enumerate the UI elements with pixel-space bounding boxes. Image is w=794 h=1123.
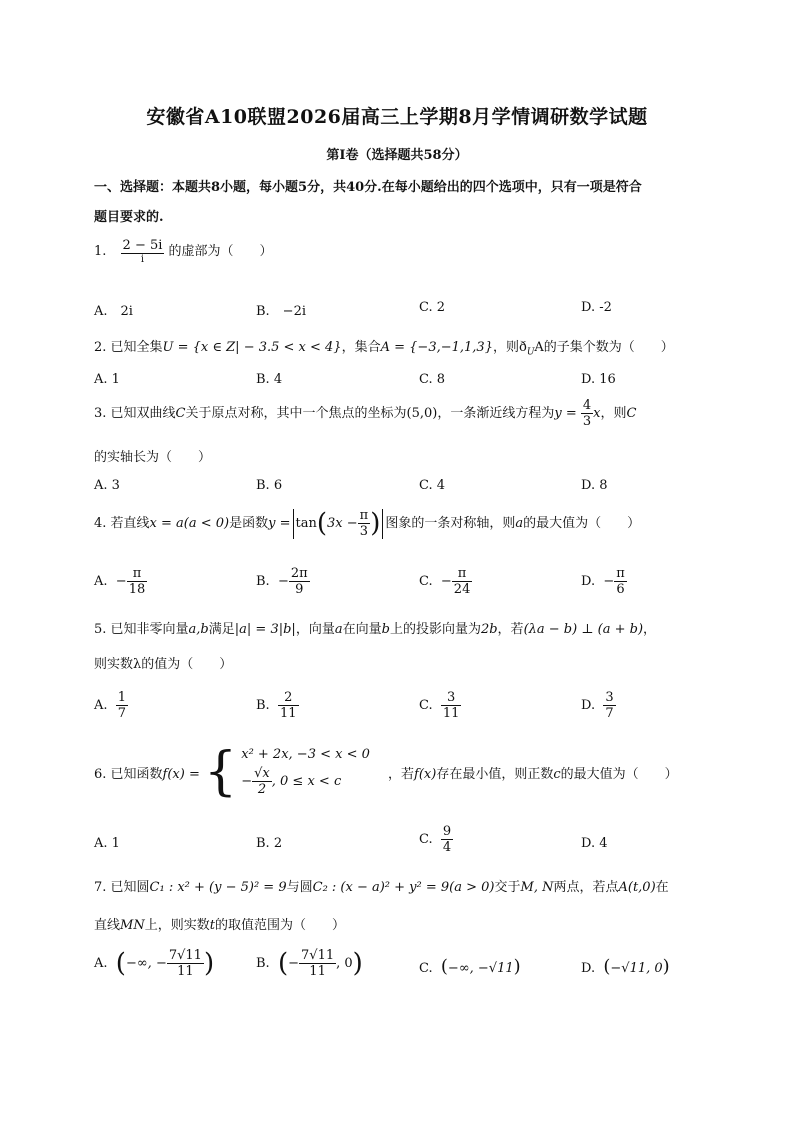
- q4-line-eq: x = a(a < 0): [149, 516, 230, 531]
- q5-option-a[interactable]: [94, 690, 128, 721]
- q1-frac-den: i: [121, 253, 165, 265]
- q3-line2: 的实轴长为（ ）: [94, 450, 212, 465]
- section-heading-line1: 一、选择题：本题共8小题，每小题5分，共40分.在每小题给出的四个选项中，只有一项是符合: [94, 180, 642, 195]
- q7-opt-b-r: , 0: [336, 956, 353, 971]
- q3-asym-n: 4: [582, 398, 592, 413]
- q4-opt-c-d: 24: [453, 582, 471, 597]
- q3-text-d: ，则: [600, 406, 627, 421]
- q7-option-c[interactable]: C. (−∞, −√11): [419, 956, 521, 977]
- q5-line2: 则实数λ的值为（ ）: [94, 657, 233, 672]
- q4-option-d[interactable]: [581, 566, 627, 597]
- q4-option-b[interactable]: [256, 566, 310, 597]
- q5-opt-a-n: 1: [117, 690, 127, 705]
- q7-text-a: 7. 已知圆: [94, 880, 150, 895]
- q5-opt-a-label: A.: [94, 698, 108, 713]
- page-subtitle: 第I卷（选择题共58分）: [326, 148, 468, 163]
- q5-proj: 2b: [480, 622, 498, 637]
- q3-text-a: 3. 已知双曲线: [94, 406, 176, 421]
- q1-option-b[interactable]: B. −2i: [256, 304, 307, 319]
- q5-text-g: ，: [643, 622, 657, 637]
- q1-number: 1.: [94, 244, 107, 259]
- page-title: 安徽省A10联盟2026届高三上学期8月学情调研数学试题: [146, 106, 648, 128]
- q2-option-d[interactable]: D. 16: [581, 372, 616, 387]
- q7-opt-b-label: B.: [256, 956, 270, 971]
- q4-opt-a-sign: −: [115, 574, 127, 589]
- q4-text-c: 图象的一条对称轴，则: [385, 516, 516, 531]
- q3-option-b[interactable]: B. 6: [256, 478, 283, 493]
- q5-vb: b: [381, 622, 390, 637]
- q2-text-a: 2. 已知全集: [94, 340, 163, 355]
- q6-opt-c-label: C.: [419, 832, 433, 847]
- q7-c2: C₂ : (x − a)² + y² = 9(a > 0): [312, 880, 495, 895]
- q1-frac-num: 2 − 5i: [122, 238, 163, 253]
- q5-opt-d-d: 7: [605, 706, 614, 721]
- question-5: [94, 618, 656, 637]
- q4-pi-frac: [358, 508, 371, 539]
- q3-text-c: ，一条渐近线方程为: [437, 406, 555, 421]
- q4-arg-a: 3x −: [327, 516, 358, 531]
- q4-a: a: [515, 516, 524, 531]
- q4-tan: tan: [295, 516, 317, 531]
- q6-text-a: 6. 已知函数: [94, 766, 163, 782]
- q6-case2-n: √x: [254, 766, 270, 781]
- q4-opt-c-n: π: [457, 566, 467, 581]
- q3-option-c[interactable]: C. 4: [419, 478, 446, 493]
- q7-text-e: 在: [655, 880, 669, 895]
- q4-opt-b-sign: −: [277, 574, 289, 589]
- q7-opt-b-n: 7√11: [301, 948, 335, 963]
- q7-opt-c-value: −∞, −√11: [447, 961, 514, 976]
- q7-option-d[interactable]: D. (−√11, 0): [581, 956, 670, 977]
- q6-option-c[interactable]: [419, 824, 453, 855]
- q4-option-a[interactable]: [94, 566, 147, 597]
- q4-opt-a-n: π: [132, 566, 142, 581]
- q2-option-a[interactable]: A. 1: [94, 372, 120, 387]
- q2-text-d: A的子集个数为（ ）: [534, 340, 674, 355]
- q5-text-a: 5. 已知非零向量: [94, 622, 189, 637]
- q7-opt-a-d: 11: [167, 963, 204, 979]
- q5-opt-b-d: 11: [279, 706, 297, 721]
- q5-opt-d-n: 3: [605, 690, 614, 705]
- q5-opt-a-d: 7: [117, 706, 127, 721]
- question-1: [94, 238, 273, 265]
- q6-opt-c-n: 9: [442, 824, 452, 839]
- q6-case1: x² + 2x, −3 < x < 0: [241, 747, 370, 762]
- q7-line2-a: 直线: [94, 918, 121, 933]
- q5-option-c[interactable]: [419, 690, 461, 721]
- q3-text-b: 关于原点对称，其中一个焦点的坐标为: [185, 406, 407, 421]
- q3-asym-d: 3: [582, 414, 592, 429]
- q5-opt-c-n: 3: [447, 690, 456, 705]
- q4-opt-d-d: 6: [614, 581, 627, 597]
- q7-opt-d-value: −√11, 0: [610, 961, 663, 976]
- q3-asym-l: y =: [554, 406, 577, 421]
- question-4: 4. 若直线x = a(a < 0)是函数y = tan(3x − $\frac{\pi}{3}$ ) 图象的一条对称轴，则a的最大值为（ ）: [94, 508, 641, 539]
- q2-set-a: A = {−3,−1,1,3}: [380, 340, 493, 355]
- q6-text-b: ，若: [388, 766, 415, 782]
- q3-asym-x: x: [593, 406, 601, 421]
- q6-option-a[interactable]: A. 1: [94, 836, 120, 851]
- q2-text-b: ，集合: [341, 340, 381, 355]
- q6-case2-sign: −: [241, 774, 253, 789]
- q5-option-d[interactable]: [581, 690, 616, 721]
- q4-text-b: 是函数: [229, 516, 269, 531]
- q3-option-d[interactable]: D. 8: [581, 478, 608, 493]
- q7-c1: C₁ : x² + (y − 5)² = 9: [149, 880, 287, 895]
- q7-text-d: 两点，若点: [553, 880, 619, 895]
- q3-c2: C: [626, 406, 637, 421]
- q5-text-b: 满足: [208, 622, 235, 637]
- q5-ab: a,b: [188, 622, 209, 637]
- q2-option-c[interactable]: C. 8: [419, 372, 446, 387]
- q6-option-b[interactable]: B. 2: [256, 836, 283, 851]
- q2-option-b[interactable]: B. 4: [256, 372, 283, 387]
- q3-c: C: [175, 406, 186, 421]
- q4-fn-l: y =: [268, 516, 291, 531]
- q6-case2-d: 2: [252, 781, 272, 797]
- q6-fx2: f(x): [414, 766, 437, 782]
- q7-line2: [94, 914, 345, 933]
- q4-opt-b-n: 2π: [290, 566, 308, 581]
- q5-text-e: 上的投影向量为: [389, 622, 481, 637]
- q7-opt-b-l: −: [288, 956, 300, 971]
- q4-opt-c-sign: −: [440, 574, 452, 589]
- q6-text-c: 存在最小值，则正数: [436, 766, 554, 782]
- q5-perp: (λa − b) ⊥ (a + b): [523, 622, 644, 637]
- q2-set-u: U = {x ∈ Z| − 3.5 < x < 4}: [162, 340, 342, 355]
- q5-opt-c-d: 11: [442, 706, 460, 721]
- q2-complement: ð: [518, 340, 527, 355]
- q7-option-a[interactable]: A. (−∞, − $\frac{7√11}{11}$ ): [94, 948, 215, 979]
- q1-option-a[interactable]: A. 2i: [94, 304, 133, 319]
- q6-text-d: 的最大值为（ ）: [560, 766, 678, 782]
- q3-asym-frac: [581, 398, 593, 429]
- q7-opt-c-label: C.: [419, 961, 433, 976]
- q4-text-a: 4. 若直线: [94, 516, 150, 531]
- section-heading-line2: 题目要求的.: [94, 210, 164, 225]
- q5-text-c: ，向量: [295, 622, 335, 637]
- q5-option-b[interactable]: [256, 690, 299, 721]
- q4-opt-a-d: 18: [128, 582, 146, 597]
- q7-opt-b-d: 11: [299, 963, 336, 979]
- q6-fx: f(x) =: [162, 766, 200, 782]
- q4-opt-c-label: C.: [419, 574, 433, 589]
- q5-text-d: 在向量: [342, 622, 382, 637]
- q1-option-d[interactable]: D. -2: [581, 300, 612, 315]
- q7-line2-mn: MN: [120, 918, 145, 933]
- q1-text: 的虚部为（ ）: [168, 244, 273, 259]
- question-2: 2. 已知全集U = {x ∈ Z| − 3.5 < x < 4}，集合A = {−3,−1,1,3}，则$ð_UA$的子集个数为（ ）: [94, 340, 674, 358]
- q4-opt-d-n: π: [616, 566, 625, 581]
- q5-opt-b-n: 2: [284, 690, 293, 705]
- q4-opt-b-label: B.: [256, 574, 270, 589]
- q6-c: c: [553, 766, 561, 782]
- q4-text-d: 的最大值为（ ）: [523, 516, 641, 531]
- q4-pi-n: π: [359, 508, 369, 523]
- q4-opt-d-sign: −: [603, 574, 615, 589]
- q4-pi-d: 3: [358, 523, 371, 539]
- q4-opt-b-d: 9: [289, 581, 310, 597]
- q7-text-b: 与圆: [286, 880, 313, 895]
- question-7: [94, 876, 669, 895]
- q4-option-c[interactable]: [419, 566, 472, 597]
- q6-opt-c-d: 4: [442, 840, 452, 855]
- q5-opt-c-label: C.: [419, 698, 433, 713]
- q7-line2-c: 的取值范围为（ ）: [214, 918, 345, 933]
- q1-option-c[interactable]: C. 2: [419, 300, 446, 315]
- q7-line2-b: 上，则实数: [144, 918, 210, 933]
- q5-opt-b-label: B.: [256, 698, 270, 713]
- q5-norm: |a| = 3|b|: [234, 622, 296, 637]
- q2-text-c: ，则: [492, 340, 519, 355]
- q3-focus: (5,0): [406, 406, 438, 421]
- q7-text-c: 交于: [494, 880, 521, 895]
- q7-opt-a-l: −∞, −: [125, 956, 167, 971]
- q4-opt-a-label: A.: [94, 574, 108, 589]
- q7-mn: M, N: [520, 880, 554, 895]
- q7-opt-a-n: 7√11: [168, 948, 202, 963]
- q1-fraction: [121, 238, 165, 265]
- q7-pt: A(t,0): [618, 880, 656, 895]
- q5-text-f: ，若: [497, 622, 524, 637]
- q6-case2-cond: , 0 ≤ x < c: [271, 774, 342, 789]
- q7-opt-d-label: D.: [581, 961, 596, 976]
- q5-va: a: [334, 622, 343, 637]
- question-6: 6. 已知函数f(x) = { x² + 2x, −3 < x < 0 − $\frac{√x}{2}$ , 0 ≤ x < c ，若f(x)存在最小值，则正数c的最大值为（ ）: [94, 742, 678, 802]
- q4-opt-d-label: D.: [581, 574, 596, 589]
- q7-line2-t: t: [209, 918, 215, 933]
- question-3: [94, 398, 636, 429]
- q5-opt-d-label: D.: [581, 698, 596, 713]
- q7-opt-a-label: A.: [94, 956, 108, 971]
- q3-option-a[interactable]: A. 3: [94, 478, 120, 493]
- q6-option-d[interactable]: D. 4: [581, 836, 608, 851]
- q6-cases: [241, 747, 370, 797]
- q7-option-b[interactable]: B. (− $\frac{7√11}{11}$ , 0): [256, 948, 363, 979]
